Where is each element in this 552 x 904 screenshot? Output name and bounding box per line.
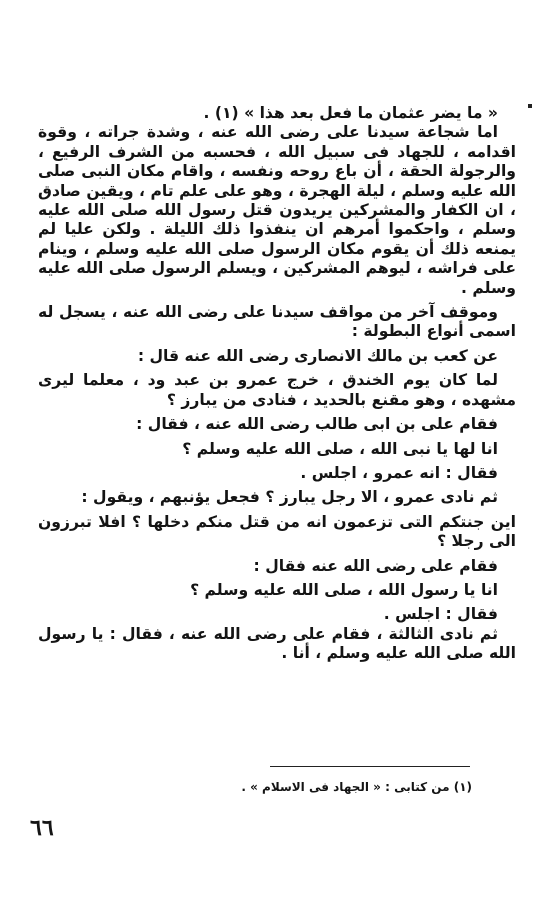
body-text: [38, 104, 516, 664]
footnote-divider: [270, 766, 470, 767]
paragraph-sit-first: فقال : انه عمرو ، اجلس .: [300, 463, 498, 482]
paragraph-ali-stands: فقام على بن ابى طالب رضى الله عنه ، فقال :: [136, 415, 498, 434]
footnote: (١) من كتابى : « الجهاد فى الاسلام » .: [241, 780, 472, 794]
corner-mark: [528, 104, 532, 108]
quote-line: « ما يضر عثمان ما فعل بعد هذا » (١) .: [203, 104, 498, 122]
paragraph-narrator: عن كعب بن مالك الانصارى رضى الله عنه قال :: [137, 346, 498, 365]
paragraph-khandaq: لما كان يوم الخندق ، خرج عمرو بن عبد ود ، معلما ليرى مشهده ، وهو مقنع بالحديد ، فنادى من يبارز ؟: [38, 371, 516, 409]
paragraph-amr-taunt: اين جنتكم التى تزعمون انه من قتل منكم دخلها ؟ افلا تبرزون الى رجلا ؟: [38, 512, 516, 551]
paragraph-ali-first-reply: انا لها يا نبى الله ، صلى الله عليه وسلم ؟: [182, 439, 498, 458]
paragraph-ali-second-reply: انا يا رسول الله ، صلى الله عليه وسلم ؟: [190, 580, 498, 599]
paragraph-ali-stands-again: فقام على رضى الله عنه فقال :: [253, 556, 498, 575]
paragraph-courage: اما شجاعة سيدنا على رضى الله عنه ، وشدة جراته ، وقوة اقدامه ، للجهاد فى سبيل الله ، فحسبه من الشرف الرفيع ، والرجولة الحقة ، أن باع روحه ونفسه ، واقام مكان النبى صلى الله عليه وسلم ، ليلة الهجرة ، وهو على علم تام ، ويقين صادق ، ان الكفار والمشركين يريدون قتل رسول الله صلى الله عليه وسلم ، واحكموا أمرهم ان ينفذوا ذلك الليلة . ولكن عليا لم يمنعه ذلك أن يقوم مكان الرسول صلى الله عليه وسلم ، وينام على فراشه ، ليوهم المشركين ، ويسلم الرسول صلى الله عليه وسلم .: [38, 123, 516, 297]
page-number: ٦٦: [30, 815, 54, 841]
paragraph-sit-second: فقال : اجلس .: [383, 605, 498, 624]
paragraph-another-stance: وموقف آخر من مواقف سيدنا على رضى الله عنه ، يسجل له اسمى أنواع البطولة :: [38, 303, 516, 341]
paragraph-third-call: ثم نادى الثالثة ، فقام على رضى الله عنه ، فقال : يا رسول الله صلى الله عليه وسلم ، أنا .: [38, 624, 516, 663]
paragraph-amr-calls: ثم نادى عمرو ، الا رجل يبارز ؟ فجعل يؤنبهم ، ويقول :: [81, 488, 498, 507]
